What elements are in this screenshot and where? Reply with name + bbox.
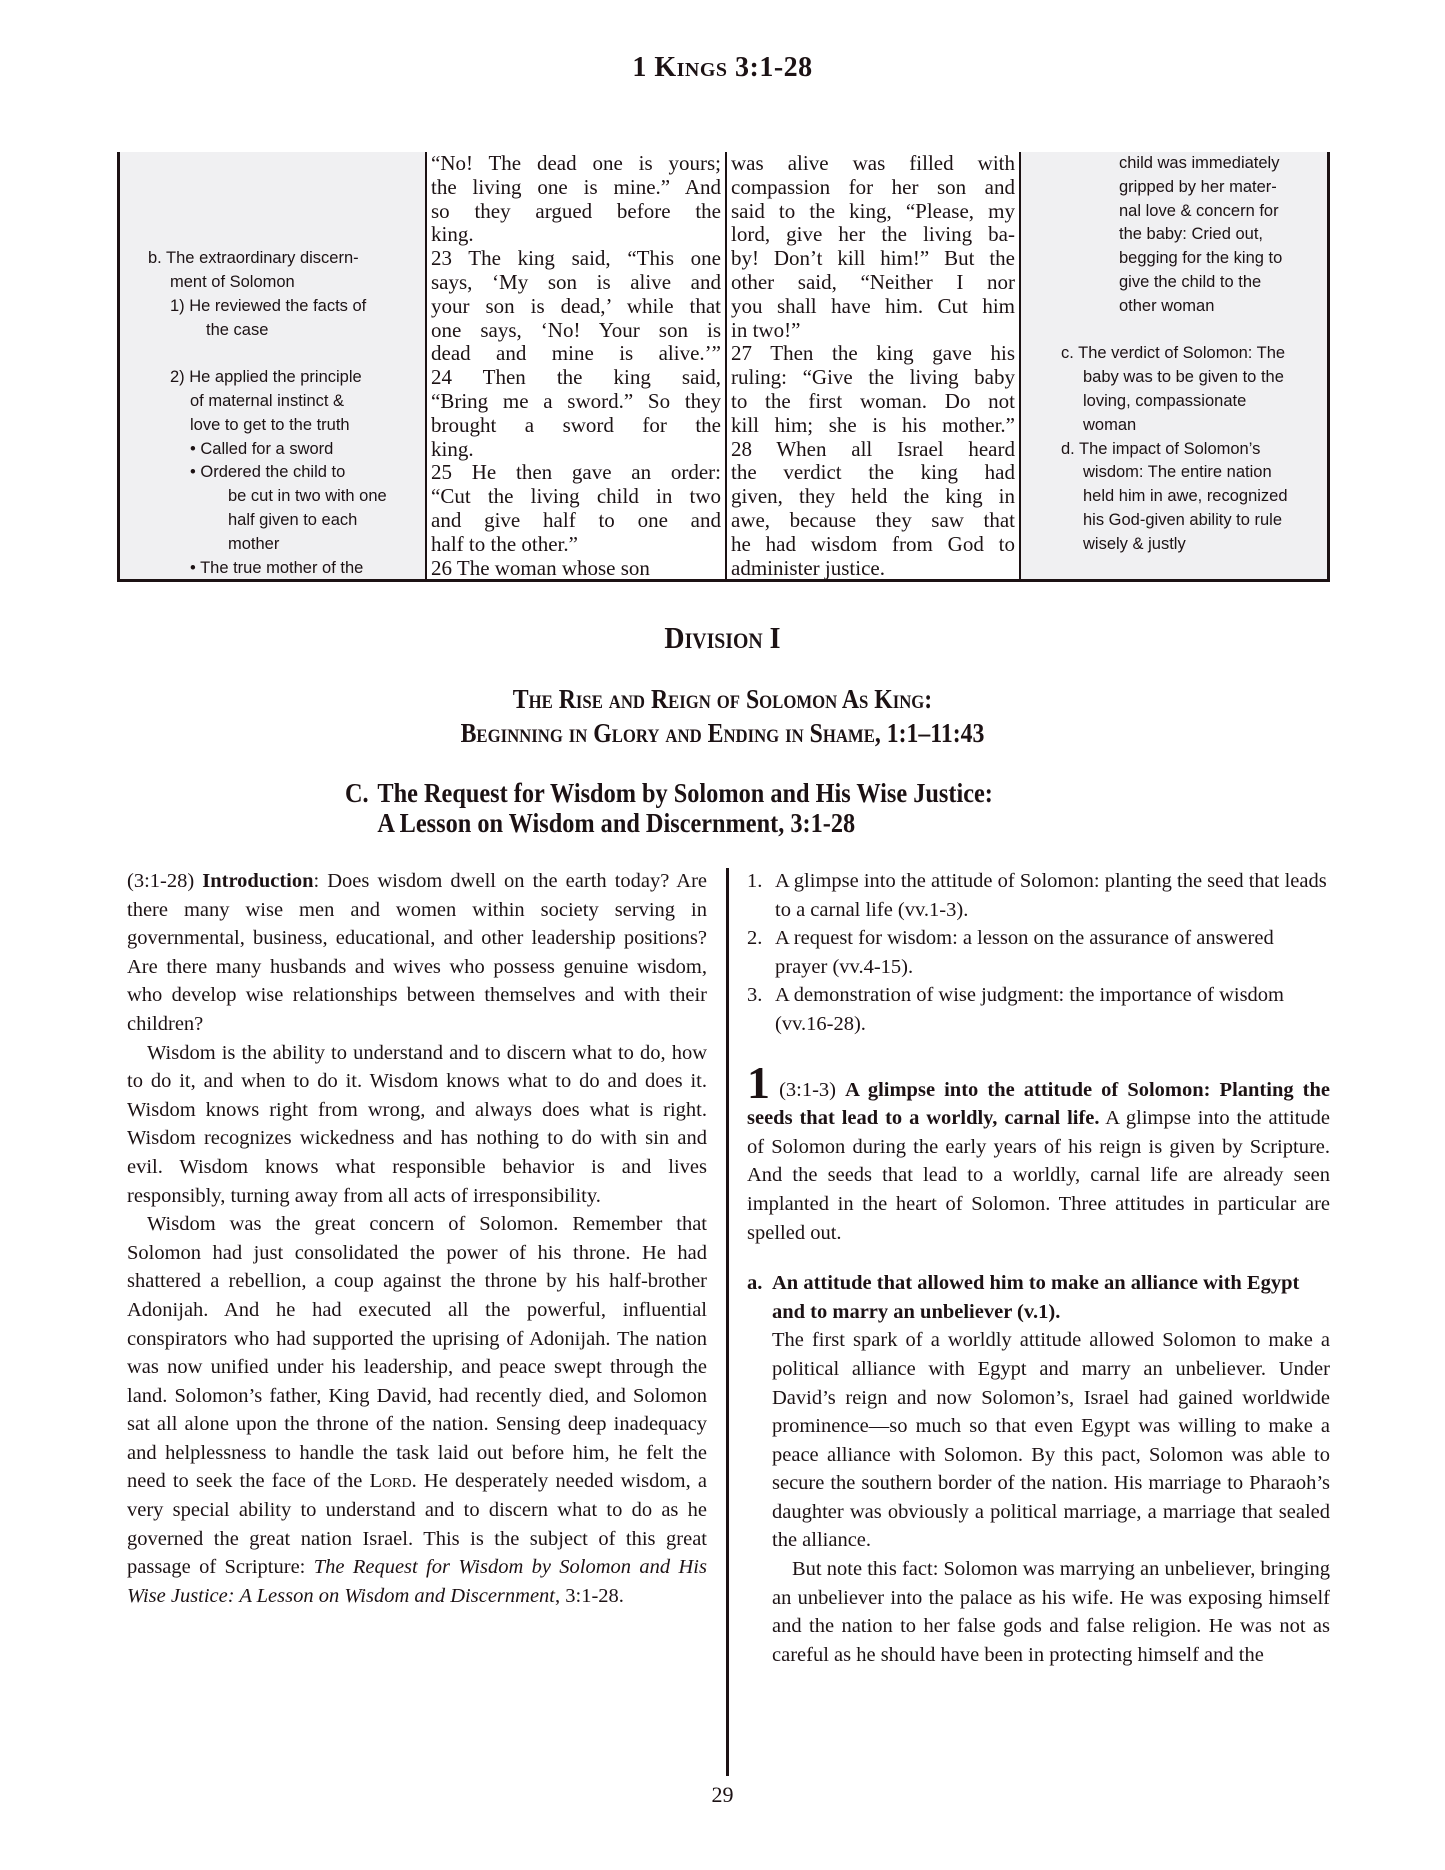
section-letter: C.: [345, 778, 369, 808]
outline-item: [747, 867, 1330, 924]
outline-line: other woman: [1119, 296, 1215, 315]
point-ref: (3:1-3): [770, 1078, 846, 1101]
outline-line: • Called for a sword: [190, 439, 334, 458]
scripture-line: given, they held the king in: [731, 484, 1015, 509]
outline-line: ment of Solomon: [170, 272, 295, 291]
scripture-line: by! Don’t kill him!” But the: [731, 246, 1015, 271]
outline-item-number: 2.: [747, 927, 763, 950]
scripture-line: king.: [431, 222, 474, 247]
running-head-book: Kings: [654, 52, 728, 83]
point-heading: A glimpse into the attitude of Solomon: Planting the seeds that lead to a worldly, carnal life.: [747, 1078, 1330, 1130]
outline-line: be cut in two with one: [228, 487, 387, 506]
division-title: Division I: [664, 620, 781, 655]
outline-line: nal love & concern for: [1119, 201, 1279, 220]
outline-line: gripped by her mater-: [1119, 177, 1277, 196]
running-head: [0, 52, 1445, 84]
scripture-line: administer justice.: [731, 555, 885, 579]
scripture-line: 28 When all Israel heard: [731, 436, 1015, 461]
section-title-line1: The Request for Wisdom by Solomon and His Wise Justice:: [377, 778, 993, 808]
table-outline-right: [1021, 152, 1327, 579]
intro-text: Does wisdom dwell on the earth today? Are there many wise men and women within society serving in governmental, business, educational, and other leadership positions? Are there many husbands and wives who possess genuine wisdom, who develop wise relationships between themselves and with their children?: [127, 870, 707, 1035]
outline-line: [1061, 319, 1319, 343]
scripture-line: said to the king, “Please, my: [731, 198, 1015, 223]
outline-item: [747, 981, 1330, 1038]
intro-paragraph: [127, 867, 707, 1039]
subpoint-a-heading-text: An attitude that allowed him to make an alliance with Egypt and to marry an unbeliever (v.1).: [772, 1272, 1300, 1323]
division-subtitle-line1: The Rise and Reign of Solomon As King:: [512, 684, 933, 714]
subpoint-a-body: [747, 1326, 1330, 1669]
table-scripture-right: [727, 152, 1021, 579]
outline-line: the case: [206, 320, 269, 339]
scripture-line: kill him; she is his mother.”: [731, 412, 1015, 437]
scripture-line: to the first woman. Do not: [731, 388, 1015, 413]
outline-line: his God-given ability to rule: [1083, 510, 1283, 529]
running-head-ref: 3:1-28: [727, 52, 813, 83]
subpoint-a-para2: But note this fact: Solomon was marrying an unbeliever, bringing an unbeliever into the palace as his wife. He was exposing himself and the nation to her false gods and false religion. He was not as careful as he should have been in protecting himself and the: [772, 1558, 1330, 1666]
outline-line: half given to each: [228, 510, 358, 529]
scripture-line: one says, ‘No! Your son is: [431, 317, 721, 342]
outline-line: woman: [1083, 415, 1137, 434]
scripture-line: so they argued before the: [431, 198, 721, 223]
page-number: 29: [711, 1782, 734, 1807]
outline-item-text: A request for wisdom: a lesson on the assurance of answered prayer (vv.4-15).: [775, 927, 1274, 978]
scripture-line: half to the other.”: [431, 531, 578, 556]
scripture-line: ruling: “Give the living baby: [731, 365, 1015, 390]
outline-line: c. The verdict of Solomon: The: [1061, 344, 1286, 363]
scripture-line: the living one is mine.” And: [431, 174, 721, 199]
section-title: [345, 778, 1155, 838]
scripture-line: “Cut the living child in two: [431, 484, 721, 509]
scripture-line: brought a sword for the: [431, 412, 721, 437]
scripture-line: dead and mine is alive.’”: [431, 341, 721, 366]
scripture-line: awe, because they saw that: [731, 507, 1015, 532]
outline-line: mother: [228, 534, 280, 553]
scripture-line: 25 He then gave an order:: [431, 460, 721, 485]
scripture-line: and give half to one and: [431, 507, 721, 532]
outline-line: baby was to be given to the: [1083, 368, 1284, 387]
outline-item-text: A glimpse into the attitude of Solomon: planting the seed that leads to a carnal life (vv.1-3).: [775, 870, 1327, 921]
para3-text-a: Wisdom was the great concern of Solomon. Remember that Solomon had just consolidated the power of his throne. He had shattered a rebellion, a coup against the throne by his half-brother Adonijah. And he had executed all the powerful, influential conspirators who had supported the uprising of Adonijah. The nation was now unified under his leadership, and peace swept through the land. Solomon’s father, King David, had recently died, and Solomon sat all alone upon the throne of the nation. Sensing deep inadequacy and helplessness to handle the task laid out before him, he felt the need to seek the face of the: [127, 1213, 707, 1493]
scripture-line: the verdict the king had: [731, 460, 1015, 485]
subpoint-a-para1: The first spark of a worldly attitude allowed Solomon to make a political alliance with Egypt and marry an unbeliever. Under David’s reign and now Solomon’s, Israel had gained worldwide prominence—so much so that even Egypt was willing to make a peace alliance with Solomon. By this pact, Solomon was able to secure the southern border of the nation. His marriage to Pharaoh’s daughter was obviously a political marriage, a marriage that sealed the alliance.: [772, 1329, 1330, 1552]
scripture-line: 23 The king said, “This one: [431, 246, 721, 271]
outline-item-number: 1.: [747, 870, 763, 892]
paragraph-solomon-concern: [127, 1210, 707, 1610]
outline-line: of maternal instinct &: [190, 391, 345, 410]
outline-line: child was immediately: [1119, 154, 1280, 172]
point-text: A glimpse into the attitude of Solomon during the early years of his reign is given by Scripture. And the seeds that lead to a worldly, carnal life are already seen implanted in the heart of Solomon. Three attitudes in particular are spelled out.: [747, 1107, 1330, 1244]
outline-item: [747, 924, 1330, 981]
outline-line: 2) He applied the principle: [170, 368, 362, 387]
intro-ref: (3:1-28): [127, 870, 203, 892]
scripture-line: “Bring me a sword.” So they: [431, 388, 721, 413]
passage-title-italic: The Request for Wisdom by Solomon and His Wise Justice: A Lesson on Wisdom and Discernment: [127, 1556, 707, 1607]
scripture-line: compassion for her son and: [731, 174, 1015, 199]
outline-line: love to get to the truth: [190, 415, 350, 434]
scripture-line: was alive was filled with: [731, 152, 1015, 175]
point-number: 1: [747, 1056, 770, 1108]
scripture-line: you shall have him. Cut him: [731, 293, 1015, 318]
division-subtitle-line2: Beginning in Glory and Ending in Shame, 1:1–11:43: [460, 718, 985, 748]
outline-line: b. The extraordinary discern-: [148, 249, 359, 268]
left-column: [127, 867, 707, 1610]
scripture-line: in two!”: [731, 317, 801, 342]
scripture-line: other said, “Neither I nor: [731, 269, 1015, 294]
outline-line: begging for the king to: [1119, 249, 1283, 268]
subpoint-a-heading: [747, 1269, 1330, 1326]
outline-line: the baby: Cried out,: [1119, 225, 1264, 244]
running-head-number: 1: [632, 52, 655, 83]
outline-line: [148, 200, 417, 224]
scripture-line: “No! The dead one is yours;: [431, 152, 721, 175]
scripture-line: says, ‘My son is alive and: [431, 269, 721, 294]
subpoint-a-letter: a.: [747, 1272, 763, 1295]
outline-line: wisdom: The entire nation: [1083, 463, 1272, 482]
scripture-line: king.: [431, 436, 474, 461]
outline-line: give the child to the: [1119, 272, 1262, 291]
outline-line: [148, 342, 417, 366]
intro-colon: :: [313, 870, 320, 892]
outline-line: 1) He reviewed the facts of: [170, 296, 367, 315]
scripture-line: 24 Then the king said,: [431, 365, 721, 390]
scripture-line: your son is dead,’ while that: [431, 293, 721, 318]
outline-line: wisely & justly: [1083, 534, 1186, 553]
outline-line: • Ordered the child to: [190, 463, 346, 482]
outline-line: [148, 152, 417, 176]
scripture-line: he had wisdom from God to: [731, 531, 1015, 556]
scripture-line: 26 The woman whose son: [431, 555, 650, 579]
outline-line: • The true mother of the: [190, 558, 364, 577]
section-outline: [747, 867, 1330, 1039]
division-subtitle: [87, 682, 1359, 750]
section-title-line2: A Lesson on Wisdom and Discernment, 3:1-28: [377, 808, 856, 838]
para3-end: , 3:1-28.: [555, 1584, 624, 1607]
right-column: [747, 867, 1330, 1669]
column-divider: [726, 868, 729, 1776]
outline-line: loving, compassionate: [1083, 391, 1247, 410]
table-scripture-left: [427, 152, 727, 579]
outline-line: [148, 223, 417, 247]
para3-text-b: . He desperately needed wisdom, a very special ability to understand and to discern what to do as he governed the great nation Israel. This is the subject of this great passage of Scripture:: [127, 1470, 707, 1579]
scripture-line: 27 Then the king gave his: [731, 341, 1015, 366]
outline-line: d. The impact of Solomon’s: [1061, 439, 1261, 458]
table-outline-left: [120, 152, 427, 579]
lord-smallcaps: Lord: [369, 1470, 412, 1493]
paragraph-wisdom-definition: Wisdom is the ability to understand and to discern what to do, how to do it, and when to do it. Wisdom knows what to do and does it. Wisdom knows right from wrong, and always does what is right. Wisdom recognizes wickedness and has nothing to do with sin and evil. Wisdom knows what responsible behavior is and lives responsibly, turning away from all acts of irresponsibility.: [127, 1041, 707, 1207]
point-1-paragraph: [747, 1056, 1330, 1248]
outline-item-text: A demonstration of wise judgment: the importance of wisdom (vv.16-28).: [775, 984, 1284, 1035]
scripture-line: lord, give her the living ba-: [731, 222, 1015, 247]
outline-scripture-table: [117, 152, 1330, 582]
outline-line: [148, 176, 417, 200]
outline-item-number: 3.: [747, 984, 763, 1007]
intro-label: Introduction: [202, 870, 314, 892]
outline-line: held him in awe, recognized: [1083, 487, 1288, 506]
